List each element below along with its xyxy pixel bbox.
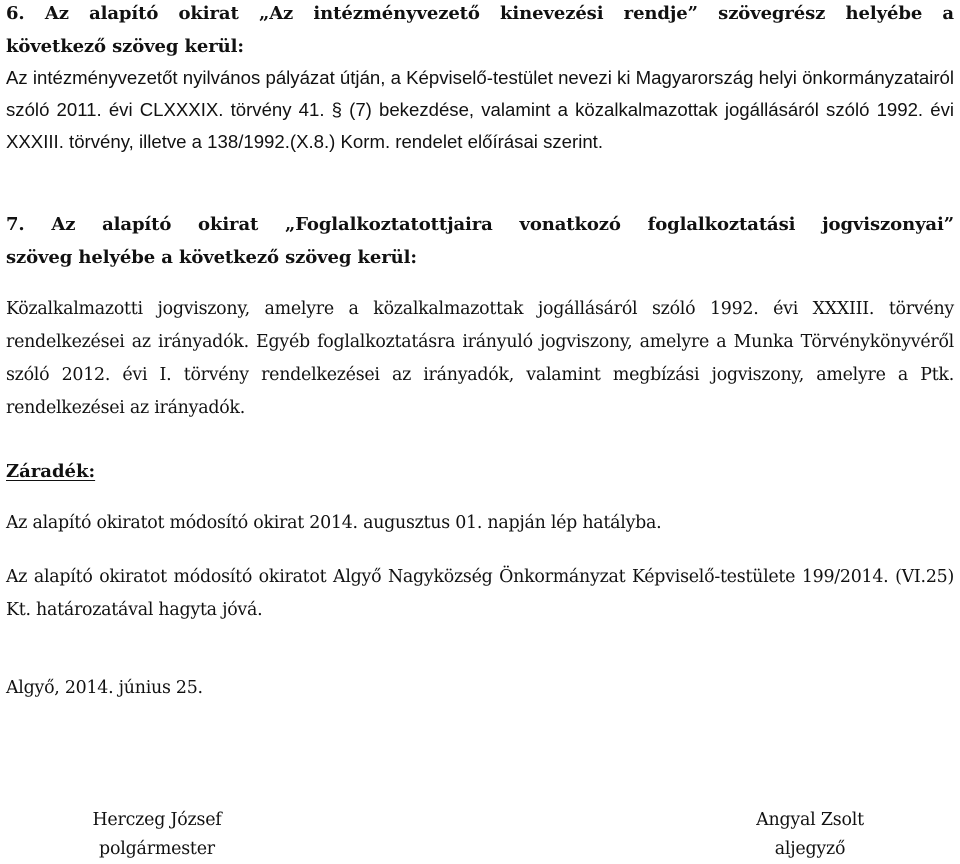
signature-right-name: Angyal Zsolt (756, 810, 864, 830)
section-6-body: Az intézményvezetőt nyilvános pályázat útján, a Képviselő-testület nevezi ki Magyarország helyi önkormányzatairól szóló 2011. évi CLXXXIX. törvény 41. § (7) bekezdése, valamint a közalkalmazottak jogállásáról szóló 1992. évi XXXIII. törvény, illetve a 138/1992.(X.8.) Korm. rendelet előírásai szerint. (6, 67, 954, 152)
approval-sentence: Az alapító okiratot módosító okiratot Algyő Nagyközség Önkormányzat Képviselő-testülete 199/2014. (VI.25) Kt. határozatával hagyta jóvá. (6, 567, 954, 620)
section-7-body: Közalkalmazotti jogviszony, amelyre a közalkalmazottak jogállásáról szóló 1992. évi XXXIII. törvény rendelkezései az irányadók. Egyéb foglalkoztatásra irányuló jogviszony, amelyre a Munka Törvénykönyvéről szóló 2012. évi I. törvény rendelkezései az irányadók, valamint megbízási jogviszony, amelyre a Ptk. rendelkezései az irányadók. (6, 299, 954, 418)
section-7-heading-line-1: 7. Az alapító okirat „Foglalkoztatottjaira vonatkozó foglalkoztatási jogviszonyai” (6, 214, 954, 235)
section-7-heading (6, 208, 954, 274)
effective-date-sentence: Az alapító okiratot módosító okirat 2014. augusztus 01. napján lép hatályba. (6, 513, 662, 533)
signature-right (730, 806, 890, 864)
document-page (6, 0, 954, 863)
signature-right-title: aljegyző (774, 839, 846, 859)
section-6-heading (6, 0, 954, 63)
signature-left-title: polgármester (99, 839, 215, 859)
signature-left (72, 806, 242, 864)
section-6-heading-line-1: 6. Az alapító okirat „Az intézményvezető kinevezési rendje” szövegrész helyébe a (6, 3, 954, 24)
section-7-heading-line-2: szöveg helyébe a következő szöveg kerül: (6, 247, 417, 268)
zaradek-title: Záradék: (6, 461, 96, 482)
place-and-date: Algyő, 2014. június 25. (6, 678, 203, 698)
section-6-heading-line-2: következő szöveg kerül: (6, 36, 244, 57)
signature-left-name: Herczeg József (92, 810, 222, 830)
